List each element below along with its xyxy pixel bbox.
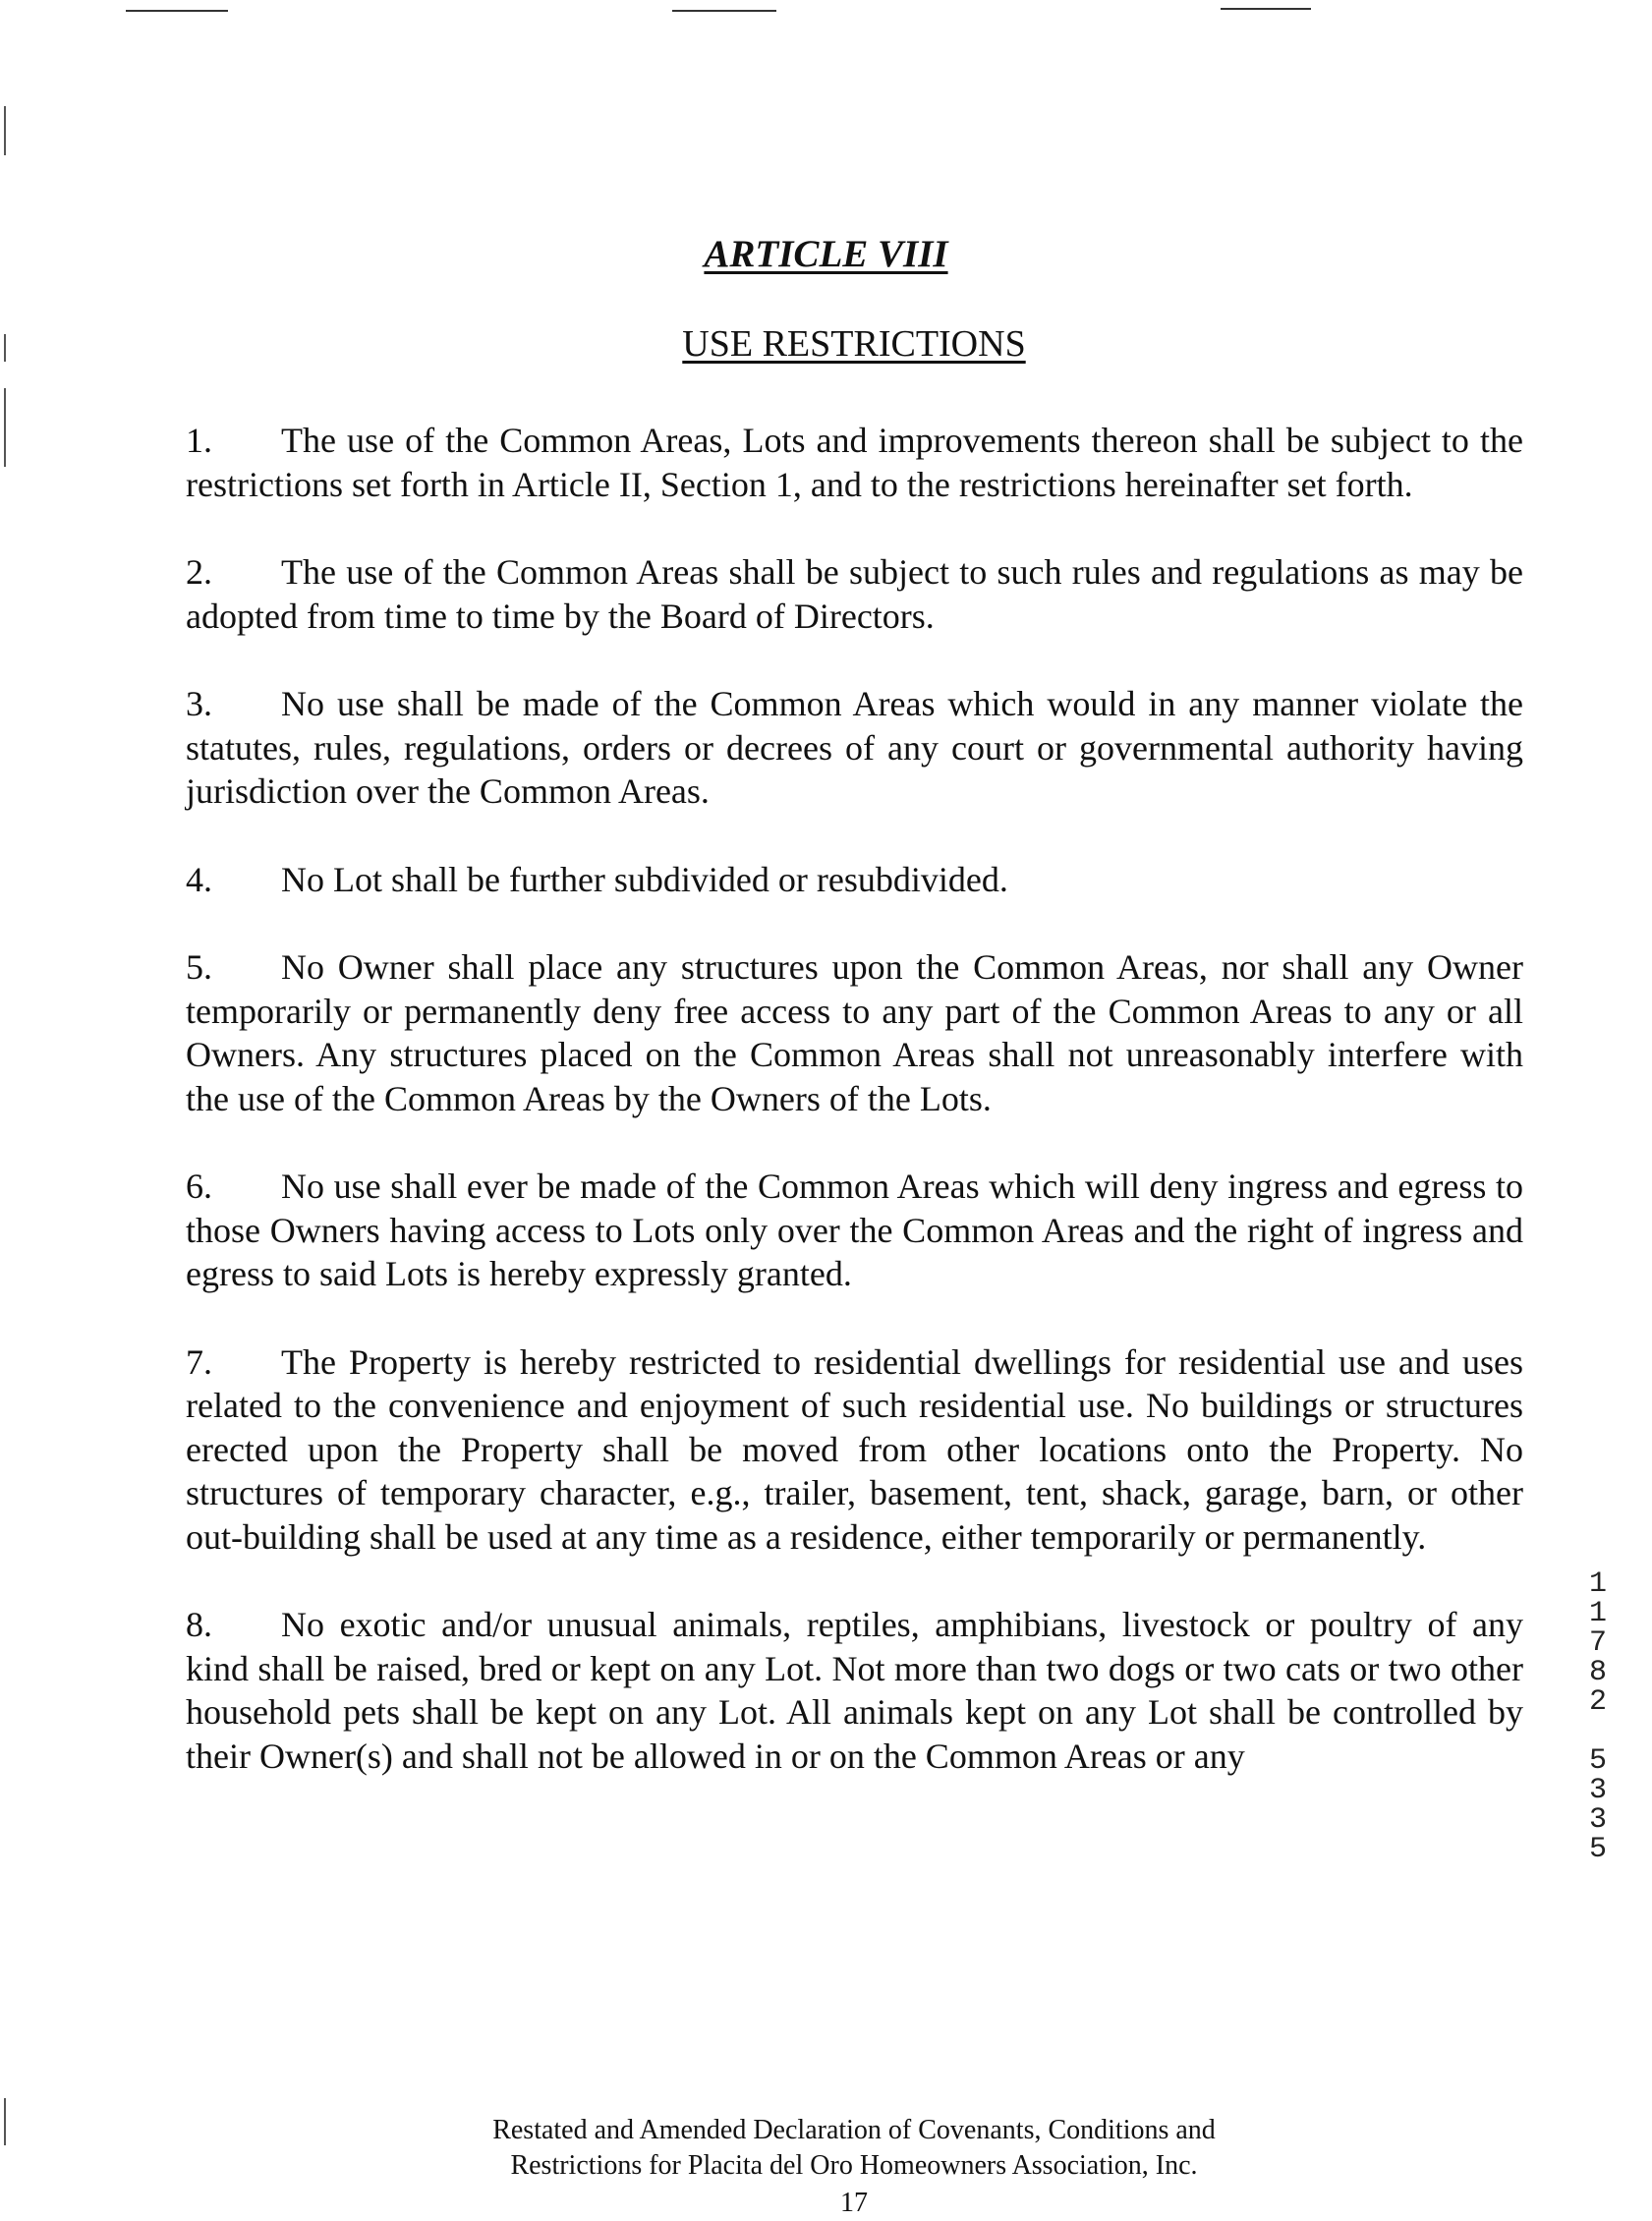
recording-digit [1578, 1717, 1618, 1746]
recording-digit: 5 [1588, 1744, 1607, 1778]
recording-digit: 1 [1588, 1567, 1607, 1601]
clause-number: 3. [186, 684, 212, 723]
recording-digit: 3 [1588, 1803, 1607, 1837]
clause-text: No Owner shall place any structures upon the Common Areas, nor shall any Owner temporarily or permanently deny free access to any part of the Common Areas to any or all Owners. Any structures placed on the Common Areas shall not unreasonably interfere with the use of the Common Areas by the Owners of the Lots. [186, 947, 1523, 1118]
clause-number: 6. [186, 1167, 212, 1206]
recording-digit: 7 [1588, 1626, 1607, 1660]
clause [186, 858, 1523, 902]
section-title: USE RESTRICTIONS [682, 323, 1026, 365]
footer-line: Restated and Amended Declaration of Covenants, Conditions and [492, 2115, 1216, 2145]
clause [186, 419, 1523, 506]
clause-text: The Property is hereby restricted to residential dwellings for residential use and uses related to the convenience and enjoyment of such residential use. No buildings or structures erected upon the Property shall be moved from other locations onto the Property. No structures of temporary character, e.g., trailer, basement, tent, shack, garage, barn, or other out-building shall be used at any time as a residence, either temporarily or permanently. [186, 1341, 1523, 1557]
clause-number: 4. [186, 859, 212, 899]
recording-digit: 1 [1588, 1597, 1607, 1630]
clause-list [186, 419, 1523, 1778]
page-number: 17 [840, 2188, 868, 2218]
recording-number [1578, 1569, 1618, 1864]
recording-digit: 8 [1588, 1656, 1607, 1689]
clause-number: 5. [186, 947, 212, 987]
clause [186, 1603, 1523, 1778]
clause-text: The use of the Common Areas, Lots and improvements thereon shall be subject to the restrictions set forth in Article II, Section 1, and to the restrictions hereinafter set forth. [186, 421, 1523, 504]
clause [186, 1165, 1523, 1296]
recording-digit: 2 [1588, 1685, 1607, 1719]
clause-number: 7. [186, 1341, 212, 1382]
clause-number: 1. [186, 421, 212, 460]
clause [186, 945, 1523, 1120]
recording-digit: 3 [1588, 1774, 1607, 1807]
article-title: ARTICLE VIII [704, 233, 948, 275]
clause-text: The use of the Common Areas shall be subject to such rules and regulations as may be adopted from time to time by the Board of Directors. [186, 552, 1523, 636]
clause-number: 2. [186, 552, 212, 592]
clause-text: No Lot shall be further subdivided or resubdivided. [281, 859, 1008, 899]
clause-number: 8. [186, 1605, 212, 1644]
clause-text: No use shall be made of the Common Areas which would in any manner violate the statutes, rules, regulations, orders or decrees of any court or governmental authority having jurisdiction over the Common Areas. [186, 684, 1523, 811]
clause-text: No use shall ever be made of the Common Areas which will deny ingress and egress to those Owners having access to Lots only over the Common Areas and the right of ingress and egress to said Lots is hereby expressly granted. [186, 1167, 1523, 1293]
clause [186, 1340, 1523, 1560]
page-footer [0, 2113, 1652, 2221]
scan-mark-top-center [672, 10, 776, 12]
clause [186, 550, 1523, 638]
margin-tick [4, 388, 6, 467]
scan-mark-top-right [1221, 8, 1311, 10]
scan-mark-top-left [126, 10, 228, 12]
margin-tick [4, 106, 6, 155]
recording-digit: 5 [1588, 1833, 1607, 1866]
footer-line: Restrictions for Placita del Oro Homeowners Association, Inc. [510, 2150, 1198, 2181]
clause [186, 682, 1523, 814]
clause-text: No exotic and/or unusual animals, reptiles, amphibians, livestock or poultry of any kind shall be raised, bred or kept on any Lot. Not more than two dogs or two cats or two other household pets shall be kept on any Lot. All animals kept on any Lot shall be controlled by their Owner(s) and shall not be allowed in or on the Common Areas or any [186, 1605, 1523, 1776]
